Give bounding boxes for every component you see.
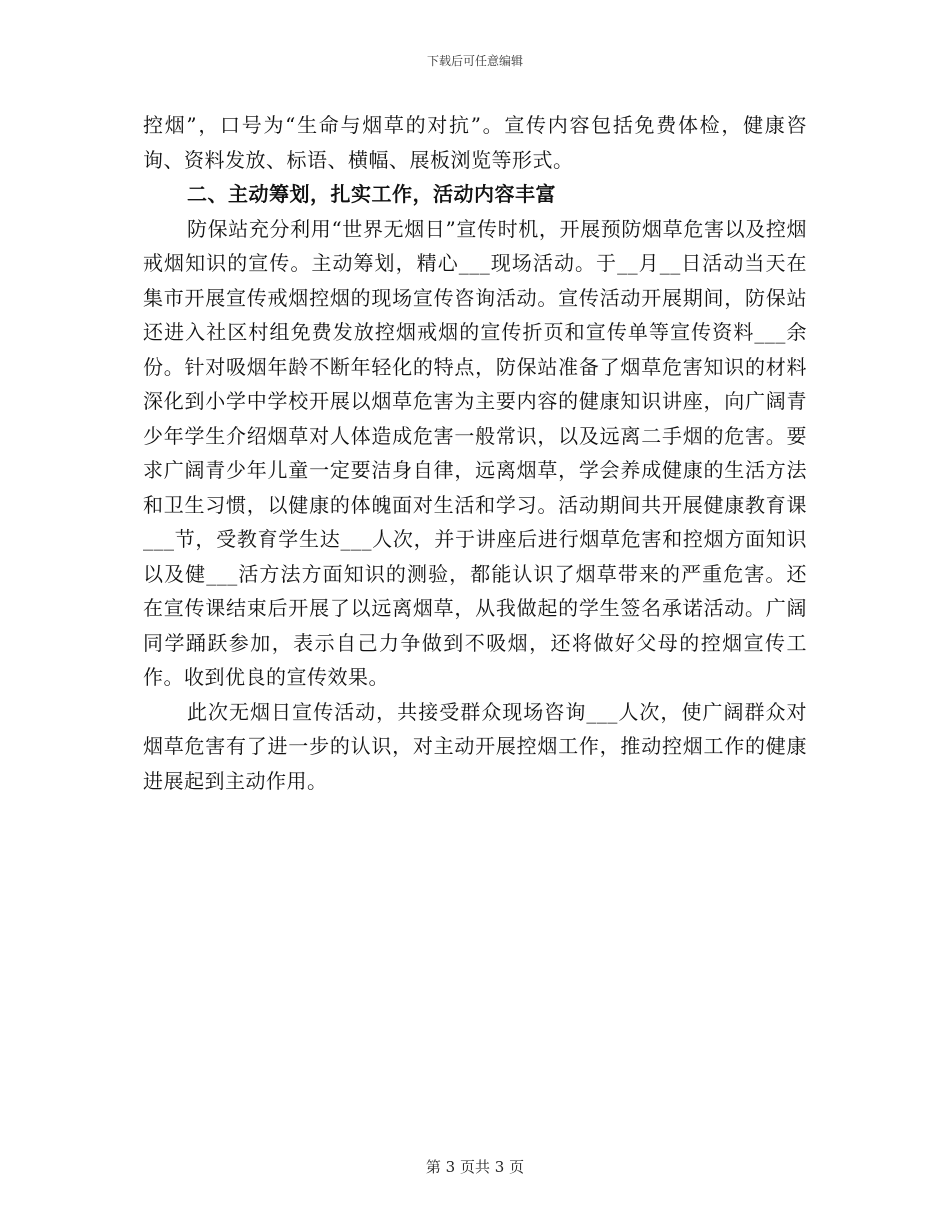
section-heading: 二、主动筹划，扎实工作，活动内容丰富 xyxy=(187,182,556,206)
paragraph-activities: 防保站充分利用“世界无烟日”宣传时机，开展预防烟草危害以及控烟戒烟知识的宣传。主动筹划，精心___现场活动。于__月__日活动当天在集市开展宣传戒烟控烟的现场宣传咨询活动。宣传活动开展期间，防保站还进入社区村组免费发放控烟戒烟的宣传折页和宣传单等宣传资料___余份。针对吸烟年龄不断年轻化的特点，防保站准备了烟草危害知识的材料深化到小学中学校开展以烟草危害为主要内容的健康知识讲座，向广阔青少年学生介绍烟草对人体造成危害一般常识，以及远离二手烟的危害。要求广阔青少年儿童一定要洁身自律，远离烟草，学会养成健康的生活方法和卫生习惯，以健康的体魄面对生活和学习。活动期间共开展健康教育课___节，受教育学生达___人次，并于讲座后进行烟草危害和控烟方面知识以及健___活方法方面知识的测验，都能认识了烟草带来的严重危害。还在宣传课结束后开展了以远离烟草，从我做起的学生签名承诺活动。广阔同学踊跃参加，表示自己力争做到不吸烟，还将做好父母的控烟宣传工作。收到优良的宣传效果。 xyxy=(143,216,807,689)
page-header-note: 下载后可任意编辑 xyxy=(426,54,523,68)
paragraph-continued: 控烟”，口号为“生命与烟草的对抗”。宣传内容包括免费体检，健康咨询、资料发放、标语、横幅、展板浏览等形式。 xyxy=(143,113,807,172)
page-number: 第 3 页共 3 页 xyxy=(425,1158,525,1176)
document-body xyxy=(143,108,807,798)
paragraph-summary: 此次无烟日宣传活动，共接受群众现场咨询___人次，使广阔群众对烟草危害有了进一步的认识，对主动开展控烟工作，推动控烟工作的健康进展起到主动作用。 xyxy=(143,699,807,793)
